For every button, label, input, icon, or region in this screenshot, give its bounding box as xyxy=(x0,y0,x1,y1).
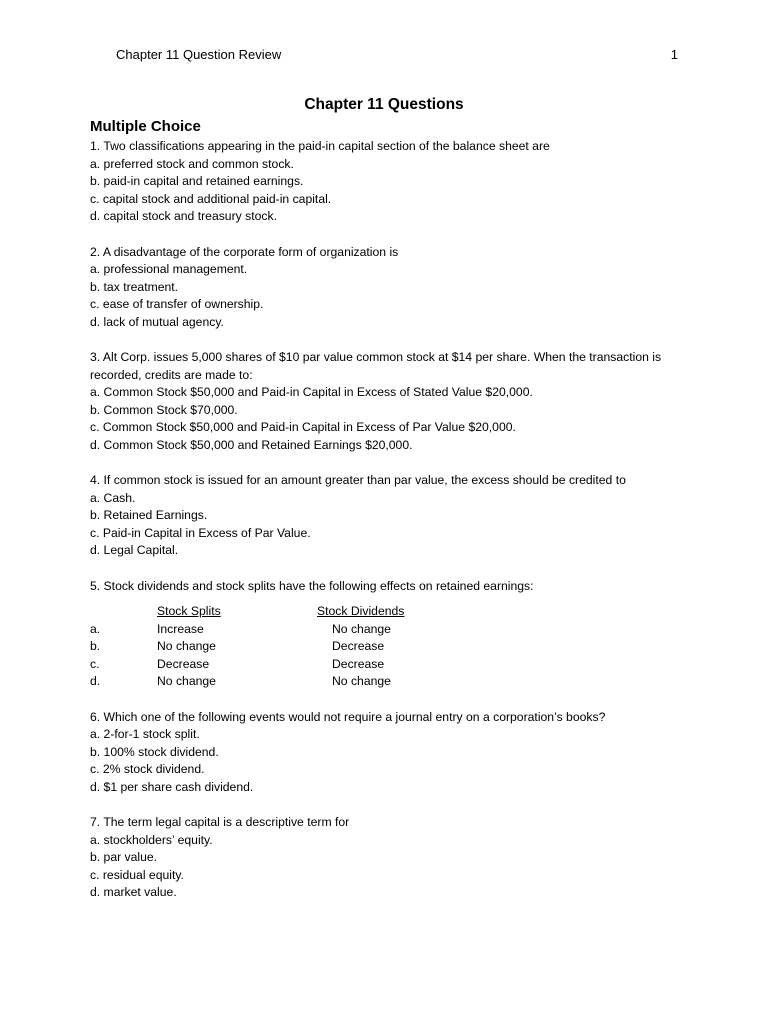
option-a: a. preferred stock and common stock. xyxy=(90,156,294,171)
page-number: 1 xyxy=(670,47,678,62)
option-b: b. Common Stock $70,000. xyxy=(90,402,238,417)
option-b: b. paid-in capital and retained earnings. xyxy=(90,174,304,188)
row-splits: Decrease xyxy=(157,656,210,671)
option-c: c. capital stock and additional paid-in capital. xyxy=(90,191,332,206)
header-label: Stock Dividends xyxy=(317,604,405,618)
question-6 xyxy=(90,709,690,797)
table-row xyxy=(90,621,487,639)
question-stem: 2. A disadvantage of the corporate form of organization is xyxy=(90,244,399,259)
option-a: a. Cash. xyxy=(90,490,136,505)
question-3 xyxy=(90,349,690,454)
effects-table xyxy=(90,603,487,691)
page-title: Chapter 11 Questions xyxy=(304,96,464,113)
table-row xyxy=(90,656,487,674)
option-d: d. $1 per share cash dividend. xyxy=(90,779,254,794)
table-header-row xyxy=(90,603,487,621)
table-header-blank xyxy=(90,603,157,621)
option-a: a. professional management. xyxy=(90,262,248,276)
option-a: a. stockholders’ equity. xyxy=(90,832,213,847)
table-row xyxy=(90,673,487,691)
question-stem: 3. Alt Corp. issues 5,000 shares of $10 par value common stock at $14 per share. When the transaction is recorded, credits are made to: xyxy=(90,350,662,382)
row-dividends: No change xyxy=(332,621,391,636)
option-d: d. lack of mutual agency. xyxy=(90,314,224,329)
row-letter: d. xyxy=(90,674,101,688)
row-splits: No change xyxy=(157,674,216,688)
option-c: c. Common Stock $50,000 and Paid-in Capital in Excess of Par Value $20,000. xyxy=(90,420,516,434)
row-letter: a. xyxy=(90,621,101,636)
option-c: c. Paid-in Capital in Excess of Par Value. xyxy=(90,525,311,540)
row-splits: No change xyxy=(157,639,216,653)
table-row xyxy=(90,638,487,656)
option-c: c. 2% stock dividend. xyxy=(90,762,205,776)
option-b: b. 100% stock dividend. xyxy=(90,744,219,759)
question-5 xyxy=(90,578,690,691)
question-stem: 1. Two classifications appearing in the paid-in capital section of the balance sheet are xyxy=(90,139,550,153)
question-stem: 4. If common stock is issued for an amount greater than par value, the excess should be credited to xyxy=(90,473,626,487)
question-7 xyxy=(90,814,690,902)
question-4 xyxy=(90,472,690,560)
question-1 xyxy=(90,138,690,226)
option-a: a. Common Stock $50,000 and Paid-in Capital in Excess of Stated Value $20,000. xyxy=(90,385,533,399)
option-d: d. Legal Capital. xyxy=(90,543,179,557)
option-b: b. par value. xyxy=(90,850,158,864)
table-header-stock-dividends xyxy=(317,603,487,621)
option-d: d. capital stock and treasury stock. xyxy=(90,209,277,223)
row-splits: Increase xyxy=(157,621,204,636)
section-heading: Multiple Choice xyxy=(90,118,201,135)
option-c: c. residual equity. xyxy=(90,867,184,882)
option-a: a. 2-for-1 stock split. xyxy=(90,727,200,741)
question-stem: 7. The term legal capital is a descriptive term for xyxy=(90,815,350,829)
row-letter: c. xyxy=(90,656,100,671)
option-d: d. Common Stock $50,000 and Retained Earnings $20,000. xyxy=(90,437,413,452)
question-stem: 6. Which one of the following events would not require a journal entry on a corporation’s books? xyxy=(90,709,606,724)
option-d: d. market value. xyxy=(90,885,177,899)
option-b: b. Retained Earnings. xyxy=(90,508,208,522)
option-c: c. ease of transfer of ownership. xyxy=(90,297,264,311)
question-2 xyxy=(90,244,690,332)
row-letter: b. xyxy=(90,639,101,653)
row-dividends: No change xyxy=(332,674,391,688)
question-stem: 5. Stock dividends and stock splits have the following effects on retained earnings: xyxy=(90,578,534,593)
header-label: Stock Splits xyxy=(157,604,221,618)
running-header: Chapter 11 Question Review xyxy=(116,47,282,62)
content xyxy=(90,117,690,920)
option-b: b. tax treatment. xyxy=(90,279,179,294)
row-dividends: Decrease xyxy=(332,639,385,653)
table-header-stock-splits xyxy=(157,603,317,621)
row-dividends: Decrease xyxy=(332,656,385,671)
